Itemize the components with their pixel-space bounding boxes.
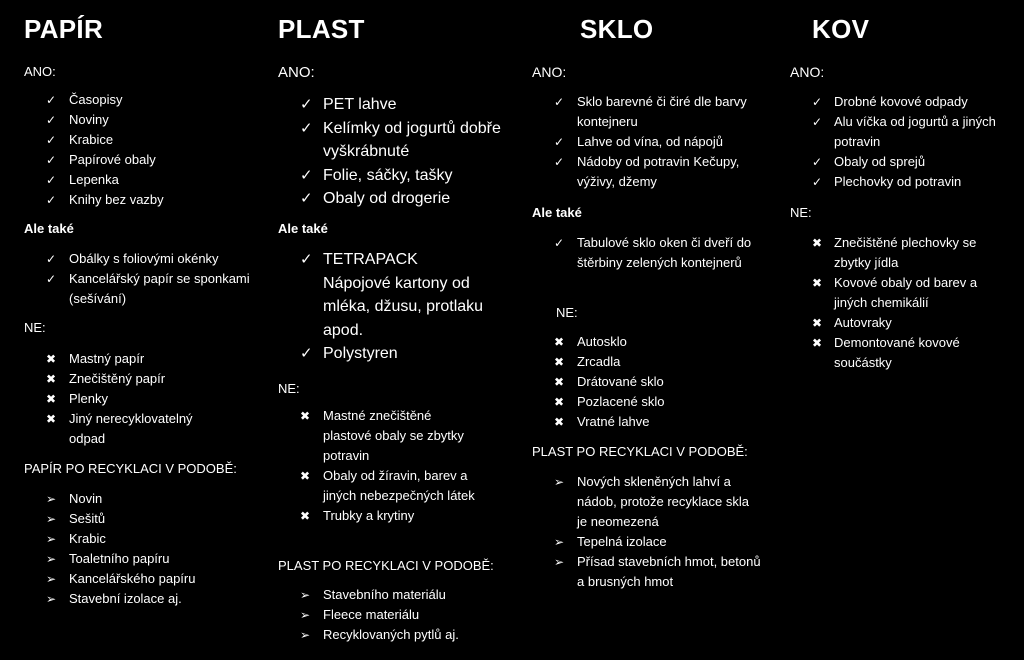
check-icon: ✓ xyxy=(812,115,823,129)
cross-icon: ✖ xyxy=(812,336,823,350)
list-item: ✓ Tabulové sklo oken či dveří do štěrbiny zelených kontejnerů xyxy=(554,235,752,270)
arrow-icon: ➢ xyxy=(300,588,311,602)
check-icon: ✓ xyxy=(46,113,57,127)
also-label: Ale také xyxy=(532,205,582,220)
also-list xyxy=(532,233,752,273)
yes-list xyxy=(24,90,164,210)
check-icon: ✓ xyxy=(300,96,313,113)
list-item: ➢ Sešitů xyxy=(24,509,195,529)
list-item: ✖ Zrcadla xyxy=(532,352,664,372)
list-item: ✓ PET lahve xyxy=(278,93,508,117)
list-item: ✖ Drátované sklo xyxy=(532,372,664,392)
list-item: ✓ Sklo barevné či čiré dle barvy kontejneru xyxy=(554,94,747,129)
list-item: ✖ Plenky xyxy=(24,389,224,409)
list-item: ✖ Obaly od žíravin, barev a jiných nebezpečných látek xyxy=(300,468,475,503)
list-item: ➢ Krabic xyxy=(24,529,195,549)
yes-label: ANO: xyxy=(790,64,825,80)
list-item: ✓ Drobné kovové odpady xyxy=(790,92,1005,112)
list-item: ➢ Přísad stavebních hmot, betonů a brusných hmot xyxy=(554,554,761,589)
check-icon: ✓ xyxy=(812,155,823,169)
list-item: ✖ Pozlacené sklo xyxy=(532,392,664,412)
check-icon: ✓ xyxy=(300,119,313,137)
list-item: ➢ Tepelná izolace xyxy=(532,532,762,552)
check-icon: ✓ xyxy=(554,95,565,109)
check-icon: ✓ xyxy=(46,173,57,187)
list-item: ➢ Recyklovaných pytlů aj. xyxy=(278,625,459,645)
no-list xyxy=(532,332,664,432)
recycle-label: PLAST PO RECYKLACI V PODOBĚ: xyxy=(278,558,494,573)
also-list xyxy=(278,248,488,366)
list-item: ➢ Toaletního papíru xyxy=(24,549,195,569)
arrow-icon: ➢ xyxy=(554,475,565,489)
arrow-icon: ➢ xyxy=(46,532,57,546)
arrow-icon: ➢ xyxy=(46,552,57,566)
list-item: ✓ Plechovky od potravin xyxy=(790,172,1005,192)
arrow-icon: ➢ xyxy=(300,628,311,642)
list-item: ✓ Lepenka xyxy=(24,170,164,190)
list-item: ✓ Nádoby od potravin Kečupy, výživy, džemy xyxy=(554,154,740,189)
list-item: ✓ Obaly od drogerie xyxy=(278,187,508,211)
list-item: ✖ Demontované kovové součástky xyxy=(812,335,960,370)
check-icon: ✓ xyxy=(46,153,57,167)
cross-icon: ✖ xyxy=(554,355,565,369)
arrow-icon: ➢ xyxy=(46,492,57,506)
cross-icon: ✖ xyxy=(46,372,57,386)
cross-icon: ✖ xyxy=(554,395,565,409)
check-icon: ✓ xyxy=(46,93,57,107)
check-icon: ✓ xyxy=(300,251,313,268)
list-item: ✓ Obálky s foliovými okénky xyxy=(24,249,254,269)
list-item: ✓ Časopisy xyxy=(24,90,164,110)
list-item: ➢ Fleece materiálu xyxy=(278,605,459,625)
column-title: SKLO xyxy=(580,14,654,44)
list-item: ✓ Kancelářský papír se sponkami (sešívání) xyxy=(46,271,250,306)
also-label: Ale také xyxy=(278,221,328,236)
list-item: ✖ Jiný nerecyklovatelný odpad xyxy=(46,411,193,446)
list-item: ➢ Kancelářského papíru xyxy=(24,569,195,589)
arrow-icon: ➢ xyxy=(46,572,57,586)
list-item: ✖ Autosklo xyxy=(532,332,664,352)
no-list xyxy=(24,349,224,449)
cross-icon: ✖ xyxy=(300,409,311,423)
check-icon: ✓ xyxy=(554,155,565,169)
column-title: PLAST xyxy=(278,14,365,44)
recycle-list xyxy=(532,472,762,592)
check-icon: ✓ xyxy=(300,345,313,362)
cross-icon: ✖ xyxy=(46,412,57,426)
list-item: ✓ Knihy bez vazby xyxy=(24,190,164,210)
cross-icon: ✖ xyxy=(554,415,565,429)
arrow-icon: ➢ xyxy=(300,608,311,622)
no-label: NE: xyxy=(278,381,300,396)
check-icon: ✓ xyxy=(46,133,57,147)
cross-icon: ✖ xyxy=(554,375,565,389)
cross-icon: ✖ xyxy=(300,509,311,523)
list-item: ✖ Mastný papír xyxy=(24,349,224,369)
check-icon: ✓ xyxy=(554,236,565,250)
check-icon: ✓ xyxy=(300,166,313,184)
column-title: KOV xyxy=(812,14,870,44)
cross-icon: ✖ xyxy=(812,316,823,330)
arrow-icon: ➢ xyxy=(46,512,57,526)
yes-list xyxy=(278,93,508,211)
list-item: ✖ Trubky a krytiny xyxy=(278,506,478,526)
list-item: ✓ Polystyren xyxy=(278,342,488,366)
list-item: ✓ Kelímky od jogurtů dobře vyškrábnuté xyxy=(278,117,508,164)
list-item: ✓ Papírové obaly xyxy=(24,150,164,170)
yes-list xyxy=(532,92,757,192)
yes-label: ANO: xyxy=(24,64,56,79)
cross-icon: ✖ xyxy=(554,335,565,349)
recycle-list xyxy=(278,585,459,645)
list-item: ✓ TETRAPACK Nápojové kartony od mléka, džusu, protlaku apod. xyxy=(278,248,488,342)
list-item: ✖ Kovové obaly od barev a jiných chemikálií xyxy=(812,275,978,310)
arrow-icon: ➢ xyxy=(554,535,565,549)
arrow-icon: ➢ xyxy=(46,592,57,606)
list-item: ✓ Folie, sáčky, tašky xyxy=(278,164,508,188)
list-item: ➢ Stavebního materiálu xyxy=(278,585,459,605)
list-item: ➢ Nových skleněných lahví a nádob, protože recyklace skla je neomezená xyxy=(554,474,749,529)
cross-icon: ✖ xyxy=(46,392,57,406)
recycle-label: PAPÍR PO RECYKLACI V PODOBĚ: xyxy=(24,461,237,476)
list-item: ✖ Autovraky xyxy=(790,313,1000,333)
list-item: ✓ Obaly od sprejů xyxy=(790,152,1005,172)
list-item: ✖ Vratné lahve xyxy=(532,412,664,432)
check-icon: ✓ xyxy=(300,190,313,207)
no-label: NE: xyxy=(790,205,812,220)
list-item: ✖ Znečištěný papír xyxy=(24,369,224,389)
no-list xyxy=(278,406,478,526)
list-item: ✓ Noviny xyxy=(24,110,164,130)
recycle-list xyxy=(24,489,195,609)
check-icon: ✓ xyxy=(46,252,57,266)
also-list xyxy=(24,249,254,309)
arrow-icon: ➢ xyxy=(554,555,565,569)
list-item: ✓ Alu víčka od jogurtů a jiných potravin xyxy=(812,114,996,149)
yes-label: ANO: xyxy=(278,64,315,81)
list-item: ✓ Lahve od vína, od nápojů xyxy=(532,132,757,152)
list-item: ➢ Novin xyxy=(24,489,195,509)
yes-list xyxy=(790,92,1005,192)
check-icon: ✓ xyxy=(46,193,57,207)
check-icon: ✓ xyxy=(812,95,823,109)
also-label: Ale také xyxy=(24,221,74,236)
list-item: ➢ Stavební izolace aj. xyxy=(24,589,195,609)
recycle-label: PLAST PO RECYKLACI V PODOBĚ: xyxy=(532,444,748,459)
no-label: NE: xyxy=(24,320,46,335)
list-item: ✓ Krabice xyxy=(24,130,164,150)
column-title: PAPÍR xyxy=(24,14,104,44)
check-icon: ✓ xyxy=(46,272,57,286)
cross-icon: ✖ xyxy=(812,276,823,290)
no-label: NE: xyxy=(556,305,578,320)
list-item: ✖ Mastné znečištěné plastové obaly se zbytky potravin xyxy=(300,408,464,463)
yes-label: ANO: xyxy=(532,64,567,80)
cross-icon: ✖ xyxy=(812,236,823,250)
cross-icon: ✖ xyxy=(300,469,311,483)
cross-icon: ✖ xyxy=(46,352,57,366)
no-list xyxy=(790,233,1000,373)
list-item: ✖ Znečištěné plechovky se zbytky jídla xyxy=(812,235,977,270)
check-icon: ✓ xyxy=(554,135,565,149)
check-icon: ✓ xyxy=(812,175,823,189)
